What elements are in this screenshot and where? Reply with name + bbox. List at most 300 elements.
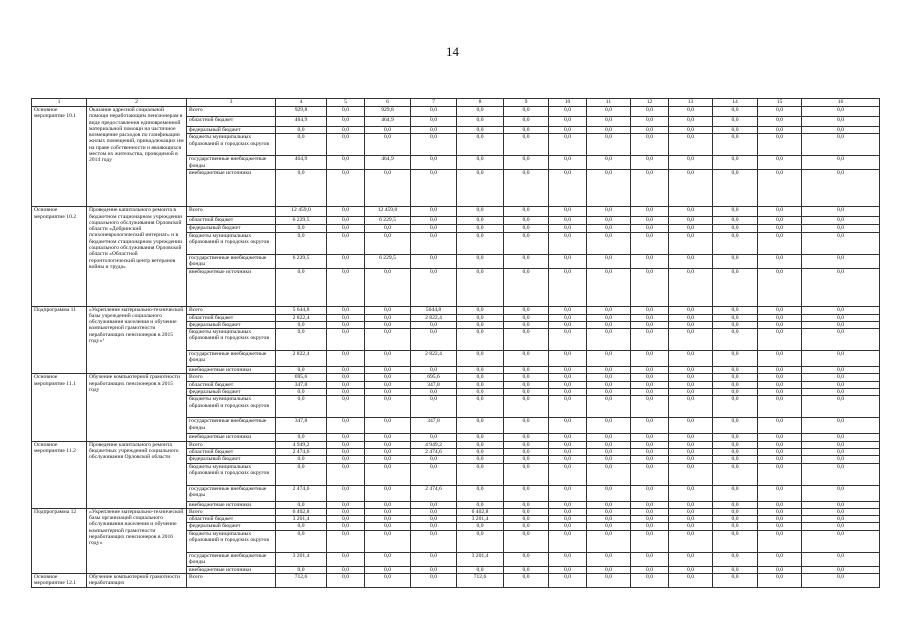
funding-source-cell: Всего [187,441,276,448]
column-number: 13 [669,99,713,107]
value-cell: 0,0 [802,351,880,367]
value-cell: 0,0 [327,485,365,501]
value-cell: 0,0 [631,485,669,501]
value-cell: 0,0 [713,232,758,254]
value-cell: 0,0 [411,501,457,508]
value-cell: 0,0 [504,127,549,134]
value-cell: 6 229,5 [276,254,327,268]
value-cell: 0,0 [669,107,713,117]
value-cell: 0,0 [713,321,758,328]
value-cell: 0,0 [549,516,587,523]
value-cell: 0,0 [669,434,713,441]
value-cell: 0,0 [504,396,549,418]
value-cell: 0,0 [549,448,587,455]
value-cell: 0,0 [504,463,549,485]
value-cell: 0,0 [631,217,669,225]
value-cell: 0,0 [457,329,504,351]
value-cell: 0,0 [327,306,365,314]
value-cell: 0,0 [713,463,758,485]
value-cell: 0,0 [365,441,411,448]
value-cell: 0,0 [327,254,365,268]
value-cell: 0,0 [457,107,504,117]
value-cell: 0,0 [669,314,713,321]
value-cell: 0,0 [713,485,758,501]
value-cell: 0,0 [457,134,504,156]
value-cell: 0,0 [327,434,365,441]
value-cell: 0,0 [587,516,631,523]
value-cell: 0,0 [504,501,549,508]
value-cell: 0,0 [669,170,713,207]
value-cell: 0,0 [411,232,457,254]
value-cell: 0,0 [802,566,880,573]
funding-source-cell: федеральный бюджет [187,456,276,463]
value-cell: 0,0 [549,501,587,508]
value-cell: 0,0 [457,225,504,232]
value-cell: 0,0 [504,232,549,254]
value-cell: 0,0 [549,217,587,225]
value-cell: 0,0 [504,441,549,448]
value-cell: 0,0 [457,434,504,441]
value-cell: 347,8 [411,381,457,388]
value-cell: 0,0 [549,254,587,268]
value-cell: 0,0 [327,207,365,217]
value-cell: 0,0 [631,418,669,434]
funding-source-cell: областной бюджет [187,448,276,455]
value-cell: 0,0 [802,170,880,207]
value-cell: 0,0 [457,389,504,396]
value-cell: 0,0 [327,156,365,170]
value-cell: 0,0 [549,207,587,217]
funding-source-cell: государственные внебюджетные фонды [187,156,276,170]
value-cell: 0,0 [504,448,549,455]
value-cell: 0,0 [669,321,713,328]
value-cell: 0,0 [669,523,713,530]
value-cell: 0,0 [457,268,504,306]
funding-source-cell: федеральный бюджет [187,389,276,396]
value-cell: 0,0 [549,329,587,351]
value-cell: 0,0 [457,217,504,225]
value-cell: 0,0 [587,225,631,232]
value-cell: 0,0 [713,523,758,530]
value-cell: 0,0 [457,396,504,418]
value-cell: 0,0 [365,321,411,328]
funding-source-cell: Всего [187,574,276,588]
value-cell: 0,0 [631,367,669,374]
value-cell: 0,0 [669,156,713,170]
column-number: 8 [457,99,504,107]
value-cell: 0,0 [631,508,669,515]
value-cell: 0,0 [457,306,504,314]
value-cell: 0,0 [411,127,457,134]
column-number: 7 [411,99,457,107]
value-cell: 0,0 [457,441,504,448]
value-cell: 0,0 [802,434,880,441]
value-cell: 0,0 [587,418,631,434]
value-cell: 0,0 [587,485,631,501]
value-cell: 4 949,2 [411,441,457,448]
value-cell: 0,0 [587,127,631,134]
value-cell: 0,0 [713,207,758,217]
value-cell: 0,0 [587,396,631,418]
value-cell: 2 822,4 [411,351,457,367]
value-cell: 2 822,4 [276,351,327,367]
value-cell: 0,0 [713,217,758,225]
value-cell: 0,0 [327,516,365,523]
value-cell: 0,0 [365,508,411,515]
value-cell: 0,0 [758,225,802,232]
value-cell: 0,0 [365,381,411,388]
value-cell: 0,0 [758,566,802,573]
value-cell: 0,0 [713,367,758,374]
value-cell: 0,0 [327,321,365,328]
value-cell: 0,0 [669,225,713,232]
funding-source-cell: бюджеты муниципальных образований и городских округов [187,134,276,156]
value-cell: 3 201,4 [276,552,327,566]
value-cell: 0,0 [327,418,365,434]
value-cell: 0,0 [549,441,587,448]
value-cell: 0,0 [669,485,713,501]
value-cell: 0,0 [457,207,504,217]
value-cell: 0,0 [713,434,758,441]
value-cell: 0,0 [457,523,504,530]
value-cell: 0,0 [802,207,880,217]
value-cell: 0,0 [631,156,669,170]
value-cell: 0,0 [276,566,327,573]
value-cell: 0,0 [549,389,587,396]
program-cell: Основное мероприятие 10.2 [32,207,87,306]
program-cell: Основное мероприятие 10.1 [32,107,87,207]
value-cell: 0,0 [365,314,411,321]
value-cell: 0,0 [276,389,327,396]
value-cell: 2 474,6 [411,485,457,501]
value-cell: 0,0 [276,225,327,232]
value-cell: 0,0 [669,530,713,552]
value-cell: 0,0 [631,329,669,351]
value-cell: 0,0 [504,508,549,515]
value-cell: 0,0 [758,321,802,328]
value-cell: 0,0 [457,463,504,485]
value-cell: 0,0 [758,463,802,485]
value-cell: 0,0 [758,434,802,441]
value-cell: 0,0 [713,501,758,508]
funding-source-cell: государственные внебюджетные фонды [187,418,276,434]
value-cell: 0,0 [758,516,802,523]
funding-source-cell: Всего [187,207,276,217]
value-cell: 0,0 [802,501,880,508]
value-cell: 0,0 [669,448,713,455]
funding-source-cell: бюджеты муниципальных образований и городских округов [187,329,276,351]
value-cell: 0,0 [631,456,669,463]
value-cell: 0,0 [758,107,802,117]
value-cell: 0,0 [802,107,880,117]
value-cell: 0,0 [457,501,504,508]
column-number: 10 [549,99,587,107]
value-cell: 0,0 [802,134,880,156]
value-cell: 0,0 [365,268,411,306]
value-cell: 0,0 [411,552,457,566]
funding-source-cell: областной бюджет [187,117,276,127]
column-number: 1 [32,99,87,107]
value-cell: 0,0 [411,170,457,207]
value-cell: 0,0 [802,389,880,396]
value-cell: 0,0 [365,232,411,254]
value-cell: 0,0 [802,232,880,254]
value-cell: 0,0 [411,268,457,306]
value-cell: 0,0 [587,448,631,455]
value-cell: 0,0 [669,117,713,127]
column-number: 16 [802,99,880,107]
value-cell: 0,0 [669,127,713,134]
value-cell: 0,0 [549,485,587,501]
value-cell: 0,0 [549,225,587,232]
value-cell: 0,0 [631,306,669,314]
value-cell: 0,0 [587,156,631,170]
value-cell: 0,0 [669,268,713,306]
value-cell: 0,0 [365,134,411,156]
value-cell: 0,0 [631,389,669,396]
value-cell: 929,8 [365,107,411,117]
value-cell: 0,0 [549,456,587,463]
column-number: 6 [365,99,411,107]
value-cell: 0,0 [549,127,587,134]
value-cell: 0,0 [758,381,802,388]
funding-source-cell: внебюджетные источники [187,268,276,306]
value-cell: 0,0 [758,367,802,374]
value-cell: 0,0 [504,456,549,463]
value-cell: 0,0 [758,448,802,455]
value-cell: 12 459,0 [365,207,411,217]
value-cell: 0,0 [457,418,504,434]
value-cell: 0,0 [587,217,631,225]
value-cell: 0,0 [587,321,631,328]
value-cell: 0,0 [802,418,880,434]
value-cell: 0,0 [587,268,631,306]
value-cell: 0,0 [549,523,587,530]
value-cell: 464,9 [276,117,327,127]
value-cell: 0,0 [549,396,587,418]
value-cell: 0,0 [758,306,802,314]
value-cell: 0,0 [549,381,587,388]
funding-source-cell: федеральный бюджет [187,225,276,232]
value-cell: 2 474,6 [276,485,327,501]
value-cell: 0,0 [758,530,802,552]
value-cell: 0,0 [276,127,327,134]
value-cell: 0,0 [276,396,327,418]
value-cell: 3 201,4 [457,552,504,566]
value-cell: 2 822,4 [411,314,457,321]
value-cell: 0,0 [802,156,880,170]
value-cell: 6 402,8 [457,508,504,515]
value-cell: 0,0 [504,329,549,351]
description-cell: Обучение компьютерной грамотности неработающих [87,574,187,588]
value-cell: 0,0 [365,501,411,508]
value-cell: 0,0 [802,530,880,552]
column-number: 12 [631,99,669,107]
value-cell: 0,0 [758,207,802,217]
value-cell: 0,0 [276,268,327,306]
value-cell: 0,0 [365,485,411,501]
value-cell: 0,0 [276,434,327,441]
funding-source-cell: Всего [187,107,276,117]
value-cell: 0,0 [713,552,758,566]
value-cell: 0,0 [411,463,457,485]
value-cell: 0,0 [758,508,802,515]
value-cell: 0,0 [587,566,631,573]
funding-source-cell: государственные внебюджетные фонды [187,254,276,268]
value-cell: 0,0 [549,367,587,374]
value-cell: 0,0 [587,456,631,463]
value-cell: 0,0 [669,306,713,314]
value-cell: 0,0 [327,456,365,463]
description-cell: «Укрепление материально-технической базы организаций социального обслуживания населения и обучение компьютерной грамотности неработающих пенсионеров в 2016 году» [87,508,187,573]
value-cell: 0,0 [549,134,587,156]
value-cell: 0,0 [802,329,880,351]
value-cell: 0,0 [504,530,549,552]
budget-table-body [32,99,880,588]
value-cell: 0,0 [365,374,411,381]
value-cell: 0,0 [549,552,587,566]
funding-source-cell: бюджеты муниципальных образований и городских округов [187,530,276,552]
column-number: 4 [276,99,327,107]
value-cell: 712,6 [276,574,327,588]
value-cell: 0,0 [549,530,587,552]
value-cell: 0,0 [587,381,631,388]
funding-source-cell: федеральный бюджет [187,127,276,134]
value-cell: 0,0 [758,117,802,127]
budget-table [31,98,880,588]
value-cell: 4 949,2 [276,441,327,448]
value-cell: 0,0 [327,225,365,232]
value-cell: 0,0 [713,374,758,381]
value-cell: 0,0 [327,217,365,225]
value-cell: 0,0 [758,501,802,508]
value-cell: 0,0 [549,463,587,485]
value-cell: 0,0 [327,374,365,381]
funding-source-cell: областной бюджет [187,314,276,321]
funding-source-cell: областной бюджет [187,217,276,225]
value-cell: 0,0 [758,552,802,566]
value-cell: 0,0 [587,574,631,588]
value-cell: 0,0 [587,107,631,117]
funding-source-cell: внебюджетные источники [187,367,276,374]
value-cell: 0,0 [631,566,669,573]
value-cell: 0,0 [327,314,365,321]
value-cell: 0,0 [327,389,365,396]
funding-source-cell: областной бюджет [187,516,276,523]
value-cell: 0,0 [713,127,758,134]
value-cell: 0,0 [457,374,504,381]
value-cell: 0,0 [411,321,457,328]
value-cell: 0,0 [549,574,587,588]
value-cell: 464,9 [365,117,411,127]
value-cell: 0,0 [802,268,880,306]
value-cell: 712,6 [457,574,504,588]
value-cell: 0,0 [669,254,713,268]
value-cell: 0,0 [504,552,549,566]
funding-source-cell: бюджеты муниципальных образований и городских округов [187,396,276,418]
funding-source-cell: внебюджетные источники [187,501,276,508]
value-cell: 0,0 [587,170,631,207]
funding-source-cell: государственные внебюджетные фонды [187,552,276,566]
value-cell: 0,0 [713,574,758,588]
value-cell: 0,0 [802,396,880,418]
funding-source-cell: бюджеты муниципальных образований и городских округов [187,232,276,254]
table-row [32,207,880,217]
value-cell: 0,0 [504,381,549,388]
value-cell: 0,0 [802,127,880,134]
funding-source-cell: областной бюджет [187,381,276,388]
value-cell: 0,0 [411,508,457,515]
table-row [32,441,880,448]
value-cell: 0,0 [327,448,365,455]
program-cell: Основное мероприятие 11.1 [32,374,87,441]
program-cell: Основное мероприятие 12.1 [32,574,87,588]
value-cell: 0,0 [327,396,365,418]
value-cell: 0,0 [802,463,880,485]
value-cell: 0,0 [669,351,713,367]
value-cell: 0,0 [549,170,587,207]
value-cell: 0,0 [411,456,457,463]
funding-source-cell: государственные внебюджетные фонды [187,485,276,501]
value-cell: 0,0 [631,441,669,448]
value-cell: 0,0 [669,574,713,588]
value-cell: 0,0 [669,508,713,515]
value-cell: 0,0 [365,552,411,566]
value-cell: 2 822,4 [276,314,327,321]
value-cell: 0,0 [631,134,669,156]
value-cell: 0,0 [713,314,758,321]
value-cell: 6 229,5 [276,217,327,225]
value-cell: 0,0 [587,389,631,396]
funding-source-cell: внебюджетные источники [187,434,276,441]
value-cell: 0,0 [365,396,411,418]
value-cell: 0,0 [713,268,758,306]
value-cell: 464,9 [365,156,411,170]
value-cell: 0,0 [587,434,631,441]
value-cell: 0,0 [504,523,549,530]
value-cell: 0,0 [713,530,758,552]
funding-source-cell: Всего [187,306,276,314]
value-cell: 695,6 [411,374,457,381]
page-number: 14 [446,44,459,59]
value-cell: 0,0 [669,441,713,448]
value-cell: 0,0 [457,530,504,552]
value-cell: 0,0 [327,501,365,508]
value-cell: 0,0 [276,329,327,351]
value-cell: 0,0 [713,329,758,351]
value-cell: 695,6 [276,374,327,381]
value-cell: 0,0 [587,207,631,217]
value-cell: 0,0 [365,463,411,485]
value-cell: 0,0 [549,268,587,306]
value-cell: 0,0 [713,418,758,434]
value-cell: 0,0 [802,314,880,321]
value-cell: 0,0 [631,268,669,306]
value-cell: 0,0 [365,456,411,463]
value-cell: 0,0 [504,574,549,588]
value-cell: 0,0 [504,351,549,367]
value-cell: 0,0 [549,306,587,314]
value-cell: 0,0 [713,225,758,232]
value-cell: 0,0 [587,367,631,374]
description-cell: Обучение компьютерной грамотности неработающих пенсионеров в 2015 году [87,374,187,441]
value-cell: 0,0 [802,217,880,225]
value-cell: 0,0 [365,367,411,374]
value-cell: 0,0 [504,117,549,127]
value-cell: 0,0 [504,217,549,225]
value-cell: 0,0 [327,268,365,306]
value-cell: 0,0 [549,117,587,127]
